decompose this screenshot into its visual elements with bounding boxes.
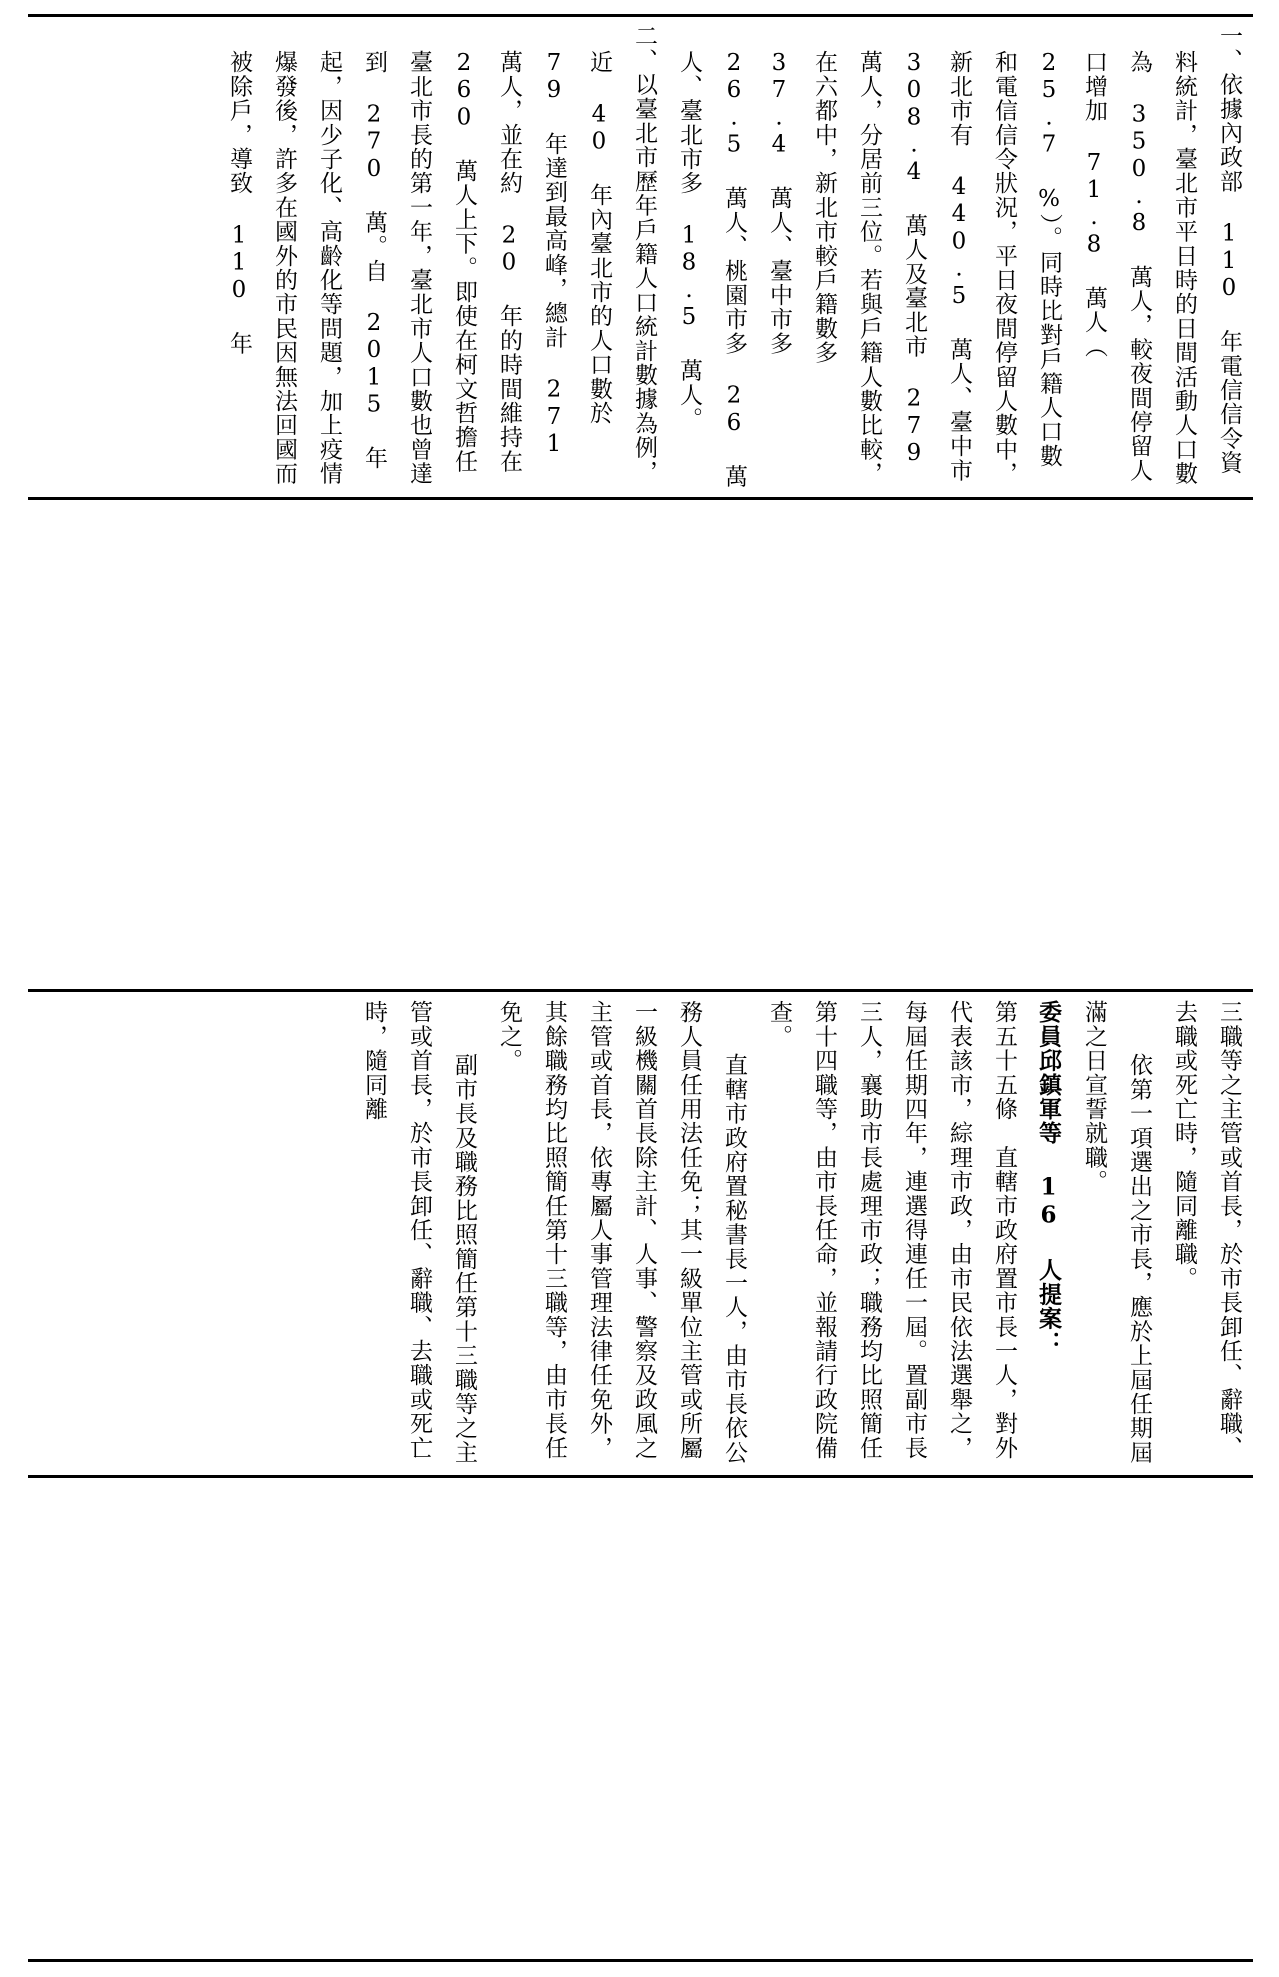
list-item-1	[666, 24, 1251, 490]
article-paragraph: 第五十五條 直轄市政府置市長一人，對外代表該市，綜理市政，由市民依法選舉之，每屆任期四年，連選得連任一屆。置副市長三人，襄助市長處理市政；職務均比照簡任第十四職等，由市長任命，並報請行政院備查。	[766, 1000, 1017, 1460]
section-divider	[28, 497, 1253, 500]
top-rule	[28, 14, 1253, 17]
item-text: 依據內政部 110 年電信信令資料統計，臺北市平日時的日間活動人口數為 350.8 萬人，較夜間停留人口增加 71.8 萬人（ 25.7 %）。同時比對戶籍人口數和電信信令狀況，平日夜間停留人數中，新北市有 440.5 萬人、臺中市 308.4 萬人及臺北市 279 萬人，分居前三位。若與戶籍人數比較，在六都中，新北市較戶籍數多 37.4 萬人、臺中市多 26.5 萬人、桃園市多 26 萬人、臺北市多 18.5 萬人。	[676, 50, 1242, 489]
paragraph: 副市長及職務比照簡任第十三職等之主管或首長，於市長卸任、辭職、去職或死亡時，隨同離	[361, 1000, 477, 1465]
proposal-heading: 委員邱鎮軍等 16 人提案：	[1035, 1000, 1062, 1355]
middle-bottom-rule	[28, 1475, 1253, 1478]
middle-top-rule	[28, 989, 1253, 992]
item-marker: 二、	[631, 24, 657, 73]
list-item-2	[216, 24, 666, 490]
paragraph-continuation: 三職等之主管或首長，於市長卸任、辭職、去職或死亡時，隨同離職。	[1171, 1000, 1242, 1460]
paragraph: 依第一項選出之市長，應於上屆任期屆滿之日宣誓就職。	[1081, 1000, 1152, 1465]
top-text-column	[29, 24, 1251, 490]
item-text: 以臺北市歷年戶籍人口統計數據為例，近 40 年內臺北市的人口數於 79 年達到最高峰，總計 271 萬人，並在約 20 年的時間維持在 260 萬人上下。即使在柯文哲擔任臺北市長的第一年，臺北市人口數也曾達到 270 萬。自 2015 年起，因少子化、高齡化等問題，加上疫情爆發後，許多在國外的市民因無法回國而被除戶，導致 110 年	[226, 50, 657, 487]
paragraph: 直轄市政府置秘書長一人，由市長依公務人員任用法任免；其一級單位主管或所屬一級機關首長除主計、人事、警察及政風之主管或首長，依專屬人事管理法律任免外，其餘職務均比照簡任第十三職等，由市長任免之。	[496, 1000, 747, 1465]
bottom-rule	[28, 1959, 1253, 1962]
item-marker: 一、	[1216, 24, 1242, 73]
middle-text-column	[29, 1000, 1251, 1468]
